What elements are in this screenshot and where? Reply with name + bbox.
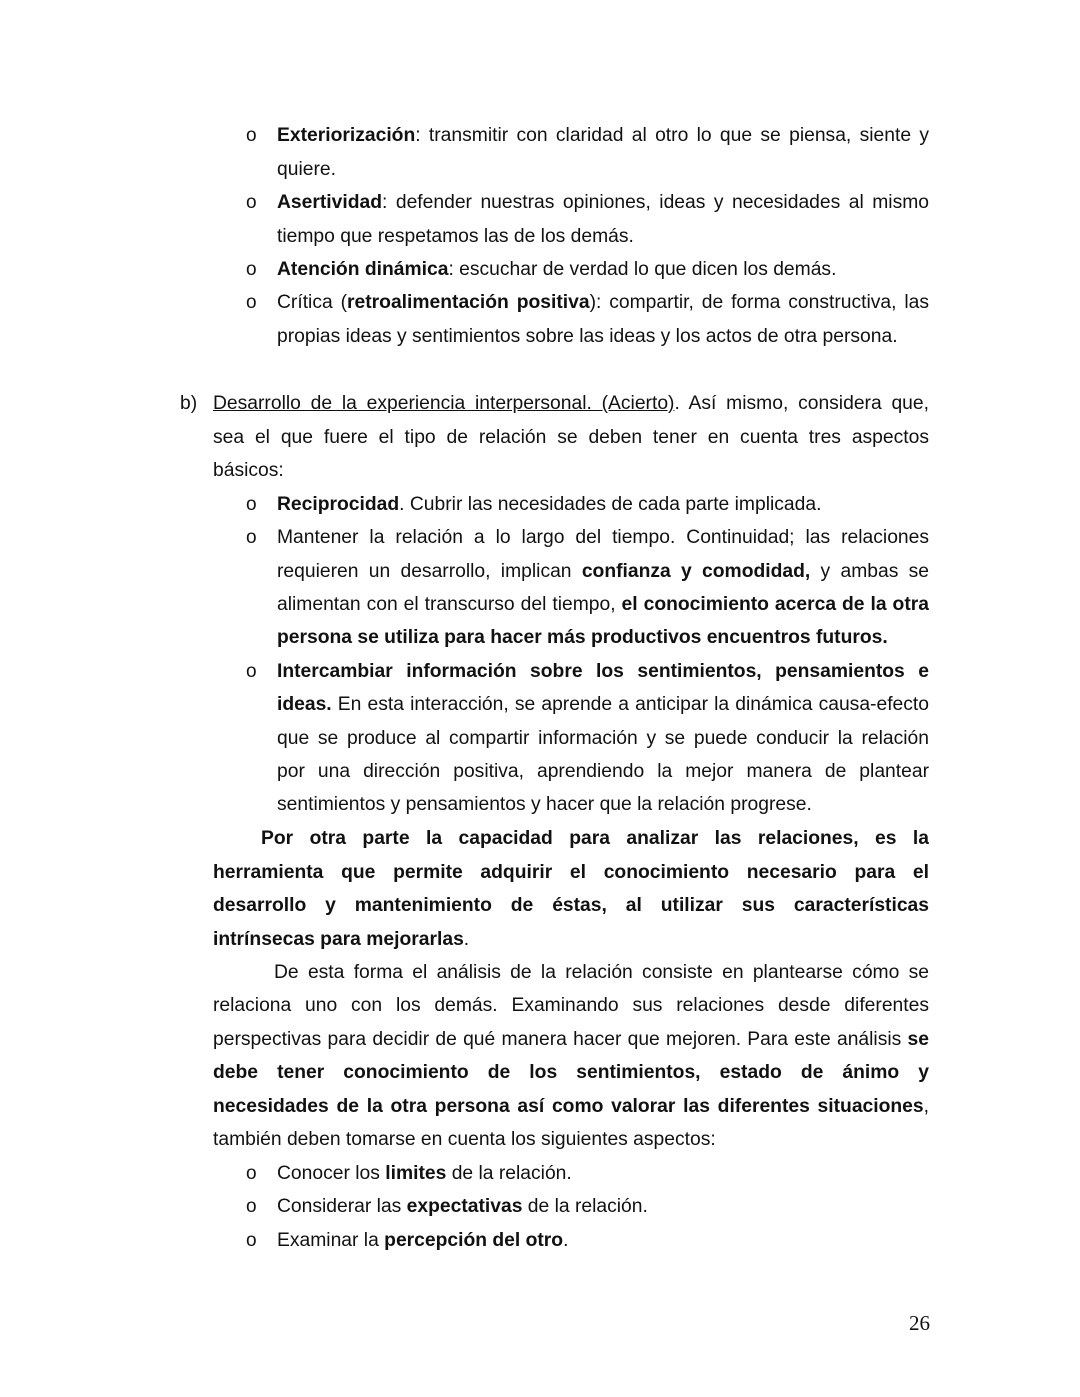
- list-item-text: Intercambiar información sobre los sentimientos, pensamientos e: [277, 661, 929, 682]
- paragraph-line: desarrollo y mantenimiento de éstas, al utilizar sus características: [213, 895, 929, 916]
- paragraph-line: relaciona uno con los demás. Examinando sus relaciones desde diferentes: [213, 995, 929, 1016]
- list-item-continuation: persona se utiliza para hacer más productivos encuentros futuros.: [277, 627, 888, 648]
- paragraph-line: debe tener conocimiento de los sentimientos, estado de ánimo y: [213, 1062, 929, 1083]
- list-item-continuation: propias ideas y sentimientos sobre las ideas y los actos de otra persona.: [277, 326, 898, 347]
- bullet-icon: o: [246, 1196, 257, 1217]
- paragraph-line: herramienta que permite adquirir el conocimiento necesario para el: [213, 862, 929, 883]
- list-item-text: Atención dinámica: escuchar de verdad lo que dicen los demás.: [277, 259, 837, 280]
- list-item-continuation: tiempo que respetamos las de los demás.: [277, 226, 634, 247]
- list-item-continuation: sentimientos y pensamientos y hacer que la relación progrese.: [277, 794, 812, 815]
- list-item-continuation: alimentan con el transcurso del tiempo, el conocimiento acerca de la otra: [277, 594, 929, 615]
- bullet-icon: o: [246, 1163, 257, 1184]
- list-item-intercambiar: [0, 657, 1080, 687]
- paragraph-line: perspectivas para decidir de qué manera hacer que mejoren. Para este análisis se: [213, 1029, 929, 1050]
- paragraph-line: De esta forma el análisis de la relación consiste en plantearse cómo se: [274, 962, 929, 983]
- list-item-text: Conocer los limites de la relación.: [277, 1163, 572, 1184]
- list-item-reciprocidad: [0, 490, 1080, 520]
- section-heading-underlined: Desarrollo de la experiencia interpersonal. (Acierto): [213, 393, 675, 414]
- list-item-continuation: quiere.: [277, 159, 336, 180]
- list-item-text: Mantener la relación a lo largo del tiempo. Continuidad; las relaciones: [277, 527, 929, 548]
- list-item-text: Exteriorización: transmitir con claridad al otro lo que se piensa, siente y: [277, 125, 929, 146]
- bullet-icon: o: [246, 292, 257, 313]
- list-item-limites: [0, 1159, 1080, 1189]
- paragraph-line: intrínsecas para mejorarlas.: [213, 929, 470, 950]
- paragraph-line: también deben tomarse en cuenta los siguientes aspectos:: [213, 1129, 716, 1150]
- bullet-icon: o: [246, 125, 257, 146]
- section-b-line: básicos:: [213, 460, 284, 481]
- list-item-text: Crítica (retroalimentación positiva): compartir, de forma constructiva, las: [277, 292, 929, 313]
- section-b-line: sea el que fuere el tipo de relación se deben tener en cuenta tres aspectos: [213, 427, 929, 448]
- bullet-icon: o: [246, 1230, 257, 1251]
- list-item-exteriorizacion: [0, 121, 1080, 151]
- list-item-text: Asertividad: defender nuestras opiniones, ideas y necesidades al mismo: [277, 192, 929, 213]
- paragraph-line: Por otra parte la capacidad para analizar las relaciones, es la: [261, 828, 929, 849]
- list-item-continuation: que se produce al compartir información y se puede conducir la relación: [277, 728, 929, 749]
- bullet-icon: o: [246, 661, 257, 682]
- list-item-asertividad: [0, 188, 1080, 218]
- paragraph-line: necesidades de la otra persona así como valorar las diferentes situaciones,: [213, 1096, 929, 1117]
- list-item-atencion: [0, 255, 1080, 285]
- bullet-icon: o: [246, 494, 257, 515]
- page-number: 26: [909, 1311, 930, 1335]
- list-item-continuation: ideas. En esta interacción, se aprende a anticipar la dinámica causa-efecto: [277, 694, 929, 715]
- list-item-critica: [0, 288, 1080, 318]
- list-item-mantener: [0, 523, 1080, 553]
- section-marker: b): [180, 393, 198, 414]
- list-item-continuation: por una dirección positiva, aprendiendo la mejor manera de plantear: [277, 761, 929, 782]
- list-item-expectativas: [0, 1192, 1080, 1222]
- list-item-text: Examinar la percepción del otro.: [277, 1230, 569, 1251]
- bullet-icon: o: [246, 192, 257, 213]
- list-item-text: Considerar las expectativas de la relación.: [277, 1196, 648, 1217]
- list-item-continuation: requieren un desarrollo, implican confianza y comodidad, y ambas se: [277, 561, 929, 582]
- list-item-text: Reciprocidad. Cubrir las necesidades de cada parte implicada.: [277, 494, 822, 515]
- bullet-icon: o: [246, 527, 257, 548]
- bullet-icon: o: [246, 259, 257, 280]
- section-b-heading: [0, 389, 1080, 419]
- list-item-percepcion: [0, 1226, 1080, 1256]
- section-heading-text: Desarrollo de la experiencia interpersonal. (Acierto). Así mismo, considera que,: [213, 393, 929, 414]
